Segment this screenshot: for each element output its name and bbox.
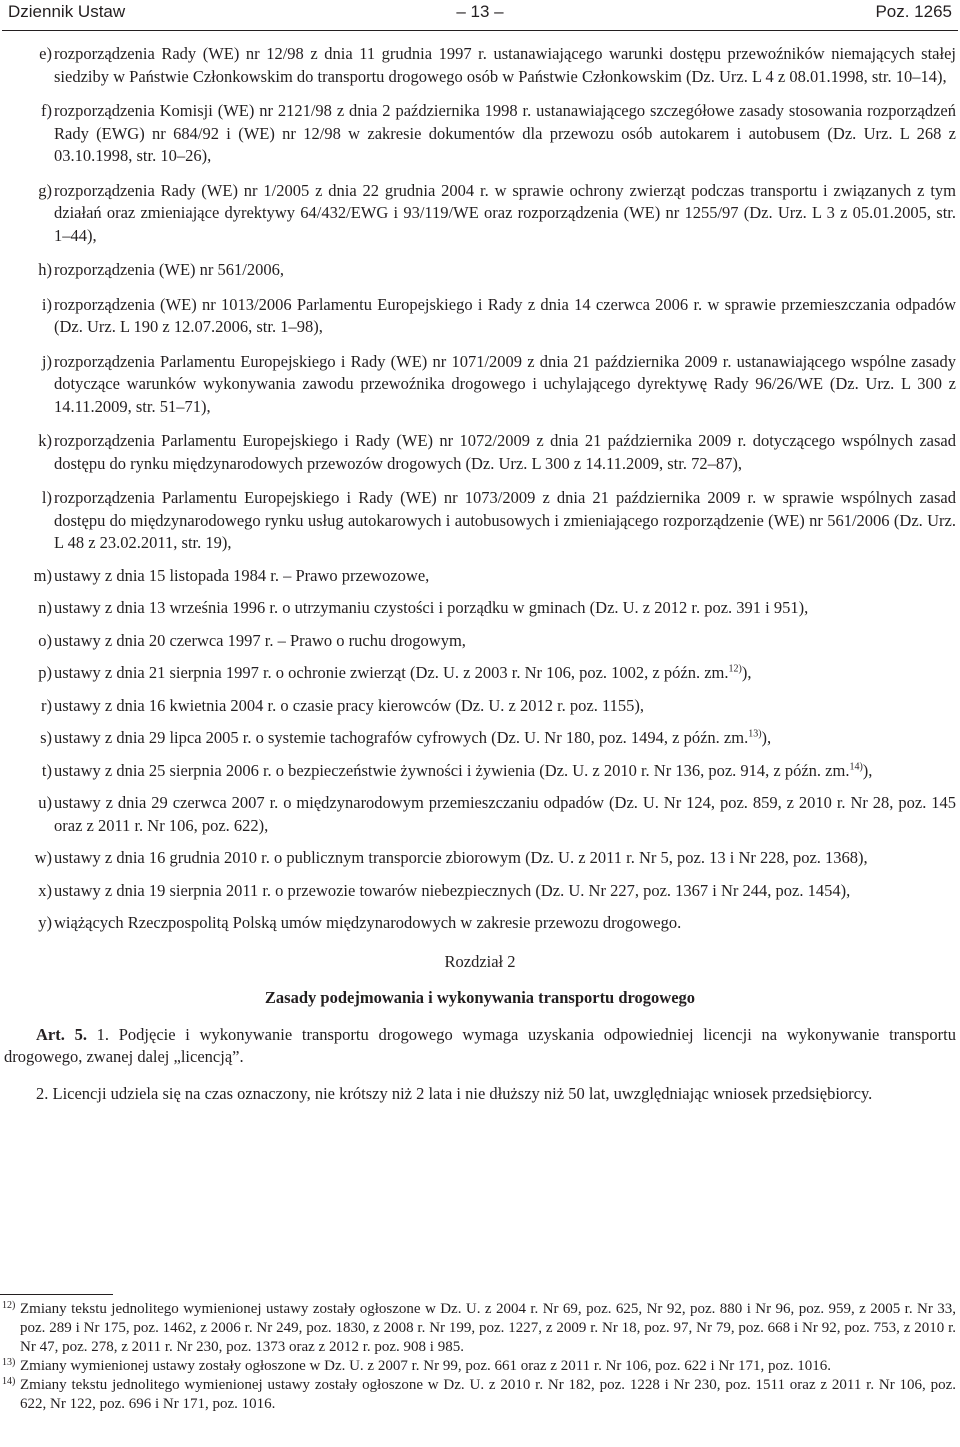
list-item [0,792,960,837]
list-item [0,259,960,282]
article-heading: Art. 5. [36,1024,87,1044]
list-item-text: rozporządzenia Parlamentu Europejskiego i Rady (WE) nr 1071/2009 z dnia 21 października 2009 r. ustanawiającego wspólne zasady dotyczące warunków wykonywania zawodu przewoźnika drogowego i uchylającego dyrektywę Rady 96/26/WE (Dz. Urz. L 300 z 14.11.2009, str. 51–71), [54,351,956,416]
list-item-text: ustawy z dnia 16 kwietnia 2004 r. o czasie pracy kierowców (Dz. U. z 2012 r. poz. 1155), [54,695,645,715]
footnote-text: Zmiany wymienionej ustawy zostały ogłoszone w Dz. U. z 2007 r. Nr 99, poz. 661 oraz z 2011 r. Nr 106, poz. 622 i Nr 171, poz. 1016. [20,1358,831,1374]
list-item-label: w) [34,848,52,867]
footnote-number: 12) [2,1300,16,1311]
article-5-paragraph-1 [0,1024,960,1069]
list-item-text: rozporządzenia Parlamentu Europejskiego i Rady (WE) nr 1072/2009 z dnia 21 października 2009 r. dotyczącego wspólnych zasad dostępu do rynku międzynarodowych przewozów drogowych (Dz. Urz. L 300 z 14.11.2009, str. 72–87), [54,431,956,473]
page-header [8,2,952,24]
list-item-label: l) [41,488,52,507]
list-item [0,294,960,339]
page-number: – 13 – [456,2,504,21]
list-item-label: j) [41,351,52,371]
list-item-label: m) [33,565,52,585]
list-item-text: ustawy z dnia 16 grudnia 2010 r. o publicznym transporcie zbiorowym (Dz. U. z 2011 r. Nr 5, poz. 13 i Nr 228, poz. 1368), [54,848,868,867]
list-item-text: ustawy z dnia 15 listopada 1984 r. – Prawo przewozowe, [54,565,430,585]
list-item-label: x) [38,880,52,900]
list-item-label: g) [38,180,52,200]
list-item [0,597,960,620]
list-item-label: f) [41,101,52,120]
list-item [0,912,960,935]
list-item [0,43,960,88]
list-item-label: r) [41,695,52,715]
list-item [0,695,960,718]
list-item-text: rozporządzenia Rady (WE) nr 1/2005 z dnia 22 grudnia 2004 r. w sprawie ochrony zwierząt podczas transportu i związanych z tym działań oraz zmieniające dyrektywy 64/432/EWG i 93/119/WE oraz rozporządzenia (WE) nr 1255/97 (Dz. Urz. L 3 z 05.01.2005, str. 1–44), [54,180,956,245]
list-item-text: ustawy z dnia 25 sierpnia 2006 r. o bezpieczeństwie żywności i żywienia (Dz. U. z 2010 r. Nr 136, poz. 914, z późn. zm. [54,760,850,780]
list-item-text: ustawy z dnia 20 czerwca 1997 r. – Prawo o ruchu drogowym, [54,630,466,650]
footnote-reference: 12) [728,663,742,675]
footnote-number: 14) [2,1376,16,1387]
footnote [0,1300,960,1357]
chapter-title: Zasady podejmowania i wykonywania transportu drogowego [264,988,696,1007]
chapter-number: Rozdział 2 [444,951,516,971]
list-item [0,662,960,685]
footnote-reference: 14) [849,761,863,772]
list-item [0,565,960,588]
list-item [0,630,960,653]
list-item-text: ustawy z dnia 29 lipca 2005 r. o systemie tachografów cyfrowych (Dz. U. Nr 180, poz. 1494, z późn. zm. [54,728,749,747]
list-item [0,351,960,419]
list-item [0,760,960,783]
list-item-text: ustawy z dnia 29 czerwca 2007 r. o międzynarodowym przemieszczaniu odpadów (Dz. U. Nr 124, poz. 859, z 2010 r. Nr 28, poz. 145 oraz z 2011 r. Nr 106, poz. 622), [54,793,956,835]
document-body [0,33,960,1105]
article-5-paragraph-2: 2. Licencji udziela się na czas oznaczony, nie krótszy niż 2 lata i nie dłuższy niż 50 lat, uwzględniając wniosek przedsiębiorcy. [36,1083,873,1103]
footnote-rule [0,1294,113,1295]
list-item-text: rozporządzenia Parlamentu Europejskiego i Rady (WE) nr 1073/2009 z dnia 21 października 2009 r. w sprawie wspólnych zasad dostępu do międzynarodowego rynku usług autokarowych i autobusowych i zmieniającego rozporządzenie (WE) nr 561/2006 (Dz. Urz. L 48 z 23.02.2011, str. 19), [54,488,956,552]
list-item-label: k) [38,431,52,450]
list-item [0,430,960,475]
list-item-text: rozporządzenia Rady (WE) nr 12/98 z dnia 11 grudnia 1997 r. ustanawiającego warunki dostępu przewoźników niemających stałej siedziby w Państwie Członkowskim do transportu drogowego osób w Państwie Członkowskim (Dz. Urz. L 4 z 08.01.1998, str. 10–14), [54,44,956,86]
list-item-label: o) [38,630,52,650]
list-item-text: rozporządzenia Komisji (WE) nr 2121/98 z dnia 2 października 1998 r. ustanawiającego szczegółowe zasady stosowania rozporządzeń Rady (EWG) nr 684/92 i (WE) nr 12/98 w zakresie dokumentów dla przewozu osób autokarem i autobusem (Dz. Urz. L 268 z 03.10.1998, str. 10–26), [54,101,956,165]
list-item-label: n) [38,598,52,617]
article-5-paragraph-1-text: 1. Podjęcie i wykonywanie transportu drogowego wymaga uzyskania odpowiedniej licencji na wykonywanie transportu drogowego, zwanej dalej „licencją”. [4,1024,956,1066]
footnote-reference: 13) [748,728,762,740]
footnote [0,1357,960,1376]
list-item [0,487,960,555]
list-item [0,847,960,870]
list-item-text: ustawy z dnia 21 sierpnia 1997 r. o ochronie zwierząt (Dz. U. z 2003 r. Nr 106, poz. 1002, z późn. zm. [54,663,729,682]
list-item-label: u) [38,793,52,812]
list-item-text: rozporządzenia (WE) nr 1013/2006 Parlamentu Europejskiego i Rady z dnia 14 czerwca 2006 r. w sprawie przemieszczania odpadów (Dz. Urz. L 190 z 12.07.2006, str. 1–98), [54,294,956,336]
footnote-text: Zmiany tekstu jednolitego wymienionej ustawy zostały ogłoszone w Dz. U. z 2010 r. Nr 182, poz. 1228 i Nr 230, poz. 1511 oraz z 2011 r. Nr 106, poz. 622, Nr 122, poz. 696 i Nr 171, poz. 1016. [20,1377,956,1412]
enumerated-list [0,43,960,935]
position-number: Poz. 1265 [875,2,952,21]
list-item-label: e) [39,44,52,63]
list-item-label: t) [41,760,52,780]
list-item-tail: ), [761,728,772,747]
footnotes [0,1300,960,1414]
list-item-text: ustawy z dnia 19 sierpnia 2011 r. o przewozie towarów niebezpiecznych (Dz. U. Nr 227, poz. 1367 i Nr 244, poz. 1454), [54,880,851,900]
footnote-number: 13) [2,1357,16,1368]
list-item-text: wiążących Rzeczpospolitą Polską umów międzynarodowych w zakresie przewozu drogowego. [54,913,682,932]
header-rule [2,30,958,31]
list-item-tail: ), [862,760,873,780]
list-item [0,880,960,903]
list-item-text: ustawy z dnia 13 września 1996 r. o utrzymaniu czystości i porządku w gminach (Dz. U. z 2012 r. poz. 391 i 951), [54,598,809,617]
journal-title: Dziennik Ustaw [8,2,126,21]
list-item-tail: ), [741,663,752,682]
list-item-label: y) [38,913,52,932]
list-item [0,180,960,248]
list-item-label: i) [41,294,52,314]
list-item [0,100,960,168]
list-item-label: h) [38,260,52,279]
footnote-text: Zmiany tekstu jednolitego wymienionej ustawy zostały ogłoszone w Dz. U. z 2004 r. Nr 69, poz. 625, Nr 92, poz. 880 i Nr 96, poz. 959, z 2005 r. Nr 33, poz. 289 i Nr 175, poz. 1462, z 2006 r. Nr 249, poz. 1830, z 2008 r. Nr 199, poz. 1227, z 2009 r. Nr 18, poz. 97, Nr 79, poz. 668 i Nr 92, poz. 753, z 2010 r. Nr 47, poz. 278, z 2011 r. Nr 230, poz. 1373 oraz z 2012 r. poz. 908 i 985. [20,1301,956,1355]
list-item-label: s) [40,728,52,747]
list-item-text: rozporządzenia (WE) nr 561/2006, [54,260,284,279]
footnote [0,1376,960,1414]
list-item [0,727,960,750]
list-item-label: p) [38,663,52,682]
